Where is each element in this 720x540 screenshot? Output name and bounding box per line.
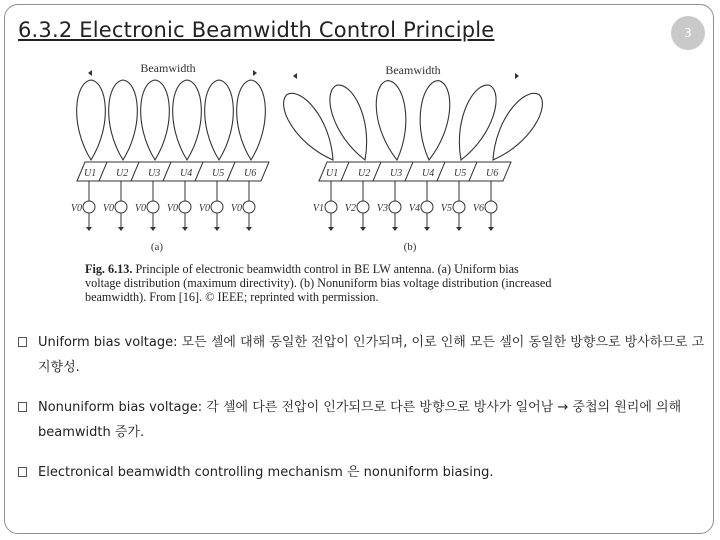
source-label: V2 <box>344 203 356 214</box>
cell-label: U4 <box>180 168 193 179</box>
source-label: V0 <box>230 203 242 214</box>
panel-b-lobes <box>275 79 545 168</box>
cell-label: U2 <box>116 168 129 179</box>
slide-title: 6.3.2 Electronic Beamwidth Control Principle <box>18 18 495 42</box>
lobe <box>109 80 138 160</box>
lobe <box>275 86 344 168</box>
bullet-text: Uniform bias voltage: 모든 셀에 대해 동일한 전압이 인가되며, 이로 인해 모든 셀이 동일한 방향으로 방사하므로 고지향성. <box>38 335 705 375</box>
panel-b-label: (b) <box>403 241 417 253</box>
cell-label: U3 <box>148 168 161 179</box>
panel-a-lobes <box>77 80 266 160</box>
page-number-badge: 3 <box>671 16 705 50</box>
source-label: V6 <box>472 203 484 214</box>
panel-a-ground-marks <box>86 227 252 231</box>
cell-label: U2 <box>358 168 371 179</box>
source-label: V3 <box>376 203 388 214</box>
bullet-item <box>18 460 708 485</box>
cell-label: U4 <box>422 168 435 179</box>
cell-label: U6 <box>486 168 499 179</box>
source-label: V4 <box>408 203 420 214</box>
caption-text: Principle of electronic beamwidth control in BE LW antenna. (a) Uniform bias voltage distribution (maximum directivity). (b) Nonuniform bias voltage distribution (increased beamwidth). From [16]. © IEEE; reprinted with permission. <box>85 262 552 304</box>
panel-b-heading: Beamwidth <box>385 63 441 77</box>
panel-b <box>275 63 545 253</box>
cell-label: U6 <box>244 168 257 179</box>
square-bullet-icon <box>18 402 27 412</box>
cell-label: U5 <box>212 168 225 179</box>
lobe <box>77 80 106 160</box>
lobe <box>373 79 411 162</box>
panel-a <box>71 61 269 253</box>
bullet-list <box>18 330 708 485</box>
bullet-item <box>18 330 708 380</box>
figure-caption <box>85 262 555 304</box>
bullet-text: Nonuniform bias voltage: 각 셀에 다른 전압이 인가되므로 다른 방향으로 방사가 일어남 → 중첩의 원리에 의해 beamwidth 증가. <box>38 400 682 440</box>
source-label: V1 <box>312 203 324 214</box>
beamwidth-figure <box>45 52 545 257</box>
lobe <box>448 80 503 165</box>
lobe <box>415 79 453 162</box>
cell-label: U3 <box>390 168 403 179</box>
bullet-text: Electronical beamwidth controlling mechanism 은 nonuniform biasing. <box>38 465 494 480</box>
panel-b-ground-marks <box>328 227 494 231</box>
source-label: V0 <box>70 203 82 214</box>
source-label: V0 <box>102 203 114 214</box>
panel-a-label: (a) <box>150 241 164 253</box>
panel-a-heading: Beamwidth <box>140 61 196 75</box>
source-label: V0 <box>198 203 210 214</box>
source-label: V0 <box>166 203 178 214</box>
panel-a-cell-strip <box>77 162 269 181</box>
lobe <box>173 80 202 160</box>
bullet-item <box>18 395 708 445</box>
cell-label: U5 <box>454 168 467 179</box>
caption-label: Fig. 6.13. <box>85 262 133 276</box>
cell-label: U1 <box>326 168 339 179</box>
panel-b-cell-strip <box>319 162 511 181</box>
source-label: V5 <box>440 203 452 214</box>
source-label: V0 <box>134 203 146 214</box>
square-bullet-icon <box>18 467 27 477</box>
cell-label: U1 <box>84 168 97 179</box>
lobe <box>205 80 234 160</box>
lobe <box>323 80 378 165</box>
lobe <box>141 80 170 160</box>
lobe <box>481 86 545 168</box>
lobe <box>237 80 266 160</box>
square-bullet-icon <box>18 337 27 347</box>
